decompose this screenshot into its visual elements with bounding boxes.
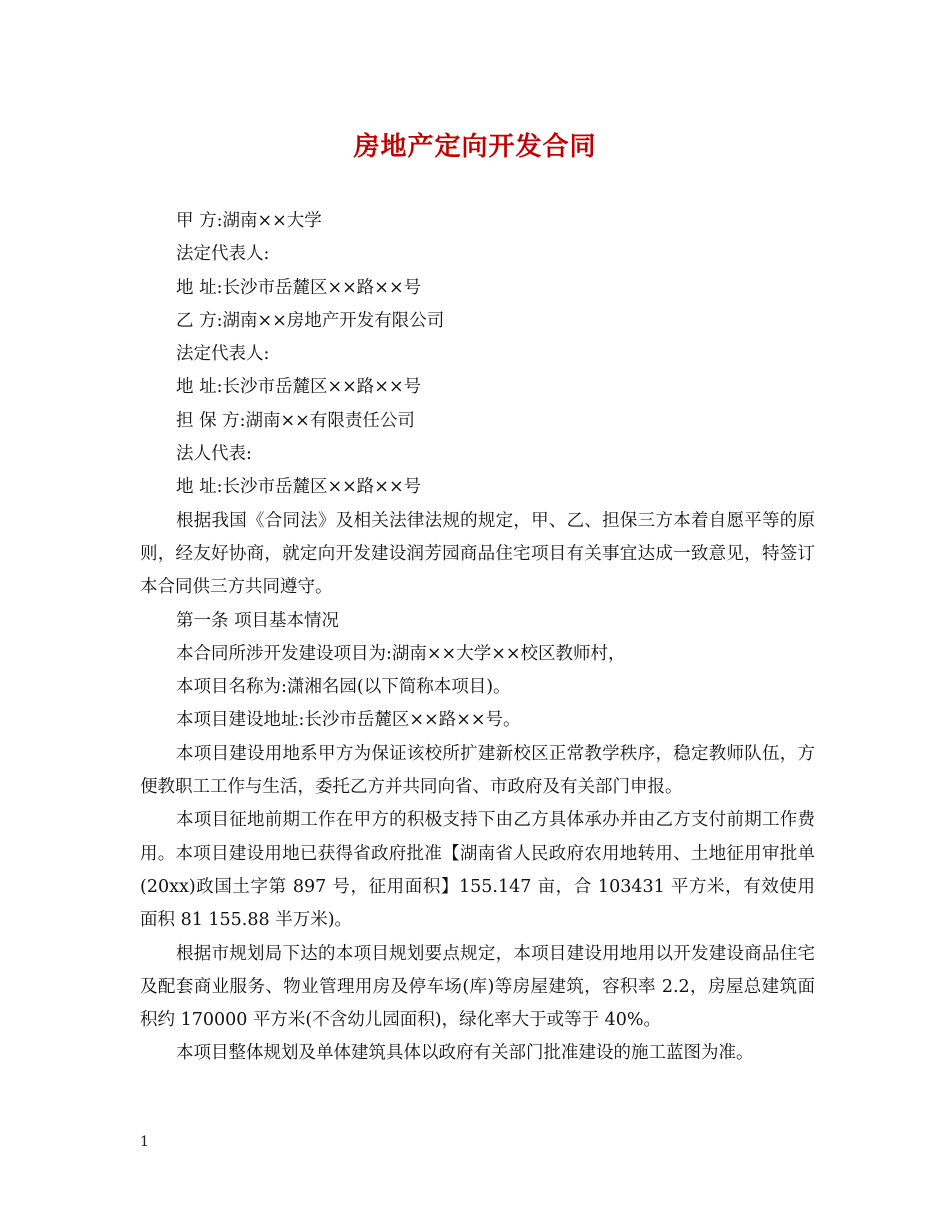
party-line: 地 址:长沙市岳麓区××路××号 xyxy=(176,277,422,298)
party-line: 地 址:长沙市岳麓区××路××号 xyxy=(176,377,422,398)
article-heading: 第一条 项目基本情况 xyxy=(176,610,340,631)
party-line: 甲 方:湖南××大学 xyxy=(176,211,322,231)
document-body xyxy=(140,205,815,1071)
article-line: 本项目建设地址:长沙市岳麓区××路××号。 xyxy=(176,710,521,731)
preamble-paragraph: 根据我国《合同法》及相关法律法规的规定，甲、乙、担保三方本着自愿平等的原则，经友好协商，就定向开发建设润芳园商品住宅项目有关事宜达成一致意见，特签订本合同供三方共同遵守。 xyxy=(140,510,815,598)
party-line: 地 址:长沙市岳麓区××路××号 xyxy=(176,477,422,498)
page-number: 1 xyxy=(140,1134,149,1150)
party-line: 法定代表人: xyxy=(176,244,270,265)
closing-line: 本项目整体规划及单体建筑具体以政府有关部门批准建设的施工蓝图为准。 xyxy=(176,1043,754,1064)
article-line: 本项目名称为:潇湘名园(以下简称本项目)。 xyxy=(176,677,511,698)
party-line: 担 保 方:湖南××有限责任公司 xyxy=(176,410,415,431)
party-line: 法人代表: xyxy=(176,444,252,465)
party-line: 法定代表人: xyxy=(176,344,270,365)
article-line: 本合同所涉开发建设项目为:湖南××大学××校区教师村， xyxy=(176,643,626,664)
party-line: 乙 方:湖南××房地产开发有限公司 xyxy=(176,310,445,331)
document-title: 房地产定向开发合同 xyxy=(353,132,597,162)
article-paragraph: 本项目建设用地系甲方为保证该校所扩建新校区正常教学秩序，稳定教师队伍，方便教职工工作与生活，委托乙方并共同向省、市政府及有关部门申报。 xyxy=(140,743,815,798)
article-paragraph: 本项目征地前期工作在甲方的积极支持下由乙方具体承办并由乙方支付前期工作费用。本项目建设用地已获得省政府批准【湖南省人民政府农用地转用、土地征用审批单(20xx)政国土字第 897 号，征用面积】155.147 亩，合 103431 平方米，有效使用面积 81 155.88 半万米)。 xyxy=(140,810,815,931)
article-paragraph: 根据市规划局下达的本项目规划要点规定，本项目建设用地用以开发建设商品住宅及配套商业服务、物业管理用房及停车场(库)等房屋建筑，容积率 2.2，房屋总建筑面积约 170000 平方米(不含幼儿园面积)，绿化率大于或等于 40%。 xyxy=(140,943,815,1031)
